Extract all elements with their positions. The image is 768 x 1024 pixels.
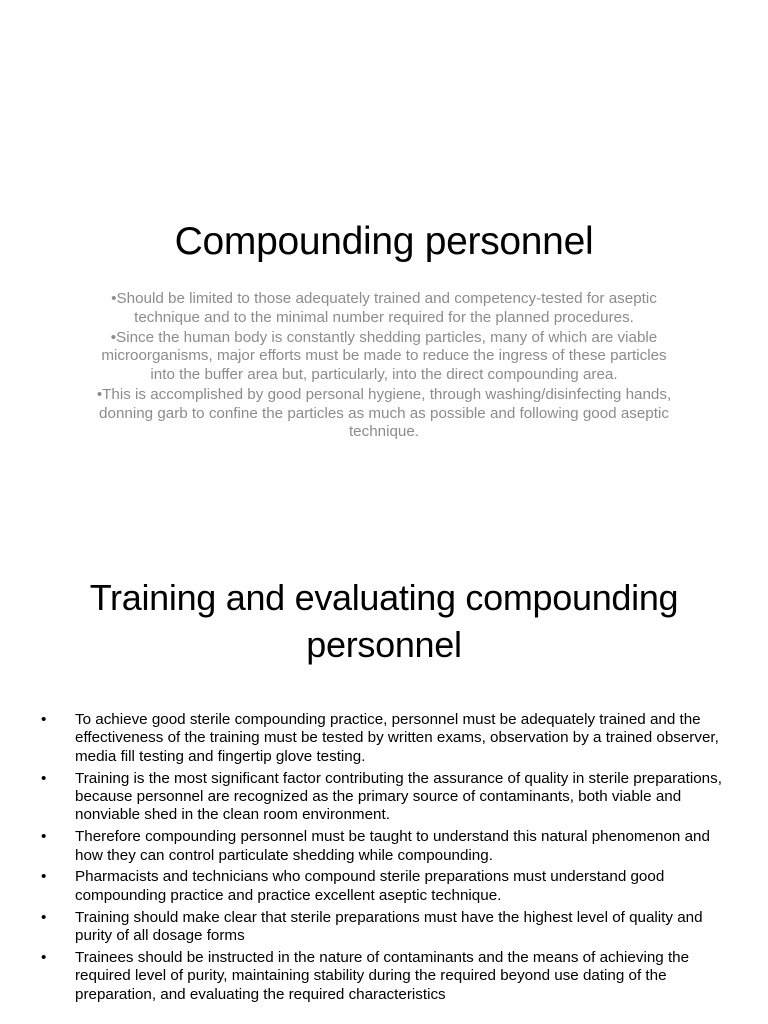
list-item-text: To achieve good sterile compounding practice, personnel must be adequately trained and the effectiveness of the training must be tested by written exams, observation by a trained observer, media fill testing and fingertip glove testing. — [75, 711, 719, 765]
slide-1-bullet: •Should be limited to those adequately trained and competency-tested for aseptic technique and to the minimal number required for the planned procedures. — [111, 290, 657, 326]
bullet-icon: • — [41, 711, 47, 728]
slide-2-bullet-list — [38, 711, 728, 1007]
bullet-icon: • — [41, 868, 47, 886]
list-item — [38, 868, 728, 905]
list-item — [38, 770, 728, 825]
list-item-text: Therefore compounding personnel must be taught to understand this natural phenomenon and how they can control particulate shedding while compounding. — [75, 828, 710, 864]
list-item — [38, 828, 728, 865]
bullet-icon: • — [41, 828, 47, 846]
bullet-icon: • — [41, 908, 47, 926]
list-item-text: Training is the most significant factor contributing the assurance of quality in sterile preparations, because personnel are recognized as the primary source of contaminants, both viable and nonviable shed in the clean room environment. — [75, 769, 722, 824]
bullet-icon: • — [41, 948, 47, 966]
slide-2 — [0, 512, 768, 1024]
slide-1-bullet: •This is accomplished by good personal hygiene, through washing/disinfecting hands, donning garb to confine the particles as much as possible and following good aseptic technique. — [96, 385, 672, 441]
slide-1-body — [96, 290, 672, 443]
slide-2-title: Training and evaluating compounding personnel — [89, 577, 679, 665]
bullet-icon: • — [41, 769, 47, 787]
list-item-text: Pharmacists and technicians who compound sterile preparations must understand good compounding practice and practice excellent aseptic technique. — [75, 868, 665, 904]
list-item — [38, 949, 728, 1004]
slide-1-title: Compounding personnel — [174, 220, 594, 263]
slide-1-bullet: •Since the human body is constantly shedding particles, many of which are viable microorganisms, major efforts must be made to reduce the ingress of these particles into the buffer area but, particularly, into the direct compounding area. — [101, 328, 667, 383]
list-item — [38, 711, 728, 766]
list-item-text: Trainees should be instructed in the nature of contaminants and the means of achieving the required level of purity, maintaining stability during the required beyond use dating of the preparation, and evaluating the required characteristics — [75, 948, 690, 1003]
list-item — [38, 909, 728, 946]
list-item-text: Training should make clear that sterile preparations must have the highest level of quality and purity of all dosage forms — [75, 908, 703, 945]
